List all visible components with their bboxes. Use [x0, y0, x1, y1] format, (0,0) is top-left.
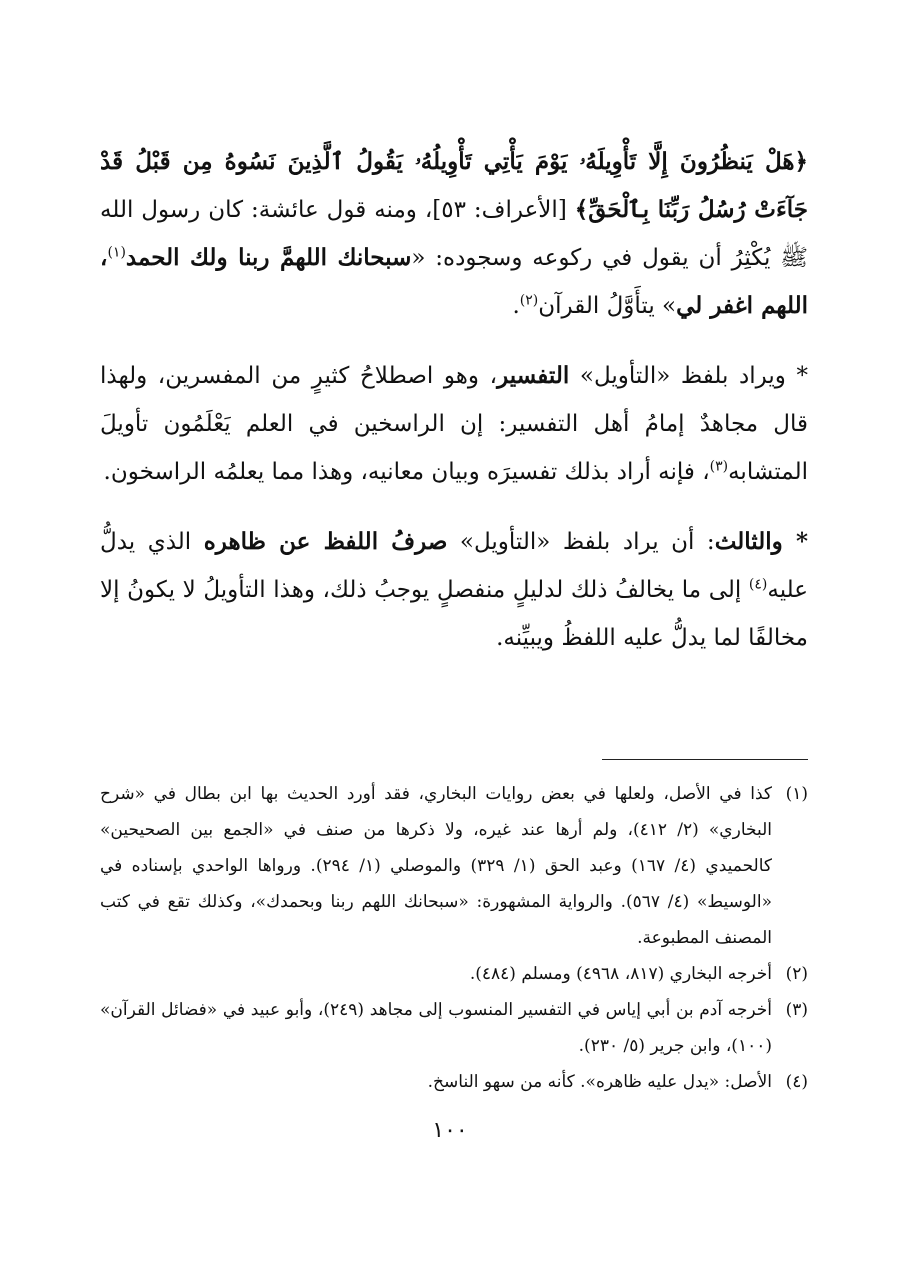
footnote-ref-3[interactable]: (٣) — [709, 458, 729, 475]
footnote-text: كذا في الأصل، ولعلها في بعض روايات البخاري، فقد أورد الحديث بها ابن بطال في «شرح البخاري» (٢/ ٤١٢)، ولم أرها عند غيره، ولا ذكرها من صنف في «الجمع بين الصحيحين» كالحميدي (٤/ ١٦٧) وعبد الحق (١/ ٣٢٩) والموصلي (١/ ٢٩٤). ورواها الواحدي بإسناده في «الوسيط» (٤/ ٥٦٧). والرواية المشهورة: «سبحانك اللهم ربنا وبحمدك»، وكذلك تقع في كتب المصنف المطبوعة. — [100, 784, 773, 948]
footnote-number: (٤) — [785, 1072, 808, 1092]
footnote-number: (٣) — [785, 1000, 808, 1020]
text: * ويراد بلفظ «التأويل» — [569, 363, 808, 389]
bold-text: التفسير — [497, 362, 570, 389]
footnote-ref-2[interactable]: (٢) — [519, 292, 539, 309]
bold-text: * والثالث — [714, 528, 808, 555]
page-number: ١٠٠ — [432, 1118, 468, 1143]
bold-text: صرفُ اللفظ عن ظاهره — [203, 528, 448, 555]
paragraph-3 — [100, 518, 808, 662]
footnotes — [100, 776, 808, 1100]
footnote-ref-4[interactable]: (٤) — [748, 576, 768, 593]
text: » يتأَوَّلُ القرآن — [538, 293, 677, 319]
footnote-number: (٢) — [785, 964, 808, 984]
text: ، وهو اصطلاحُ كثيرٍ من المفسرين، ولهذا قال مجاهدٌ إمامُ أهل التفسير: إن الراسخين في العلم يَعْلَمُون تأويلَ المتشابه — [100, 363, 808, 485]
text: . — [512, 293, 520, 319]
quran-verse: ﴿هَلْ يَنظُرُونَ إِلَّا تَأْوِيلَهُۥ يَوْمَ يَأْتِي تَأْوِيلُهُۥ يَقُولُ ٱلَّذِينَ نَسُوهُ مِن قَبْلُ قَدْ جَآءَتْ رُسُلُ رَبِّنَا بِٱلْحَقِّ﴾ — [100, 148, 808, 223]
footnote-ref-1[interactable]: (١) — [107, 244, 126, 261]
footnote-divider — [602, 759, 808, 760]
footnote-text: أخرجه آدم بن أبي إياس في التفسير المنسوب إلى مجاهد (٢٤٩)، وأبو عبيد في «فضائل القرآن» (١٠٠)، وابن جرير (٥/ ٢٣٠). — [100, 1000, 772, 1056]
footnote-text: أخرجه البخاري (٨١٧، ٤٩٦٨) ومسلم (٤٨٤). — [469, 964, 772, 984]
text: ، فإنه أراد بذلك تفسيرَه وبيان معانيه، وهذا مما يعلمُه الراسخون. — [103, 459, 710, 485]
bold-text: ، اللهم اغفر لي — [100, 244, 808, 319]
text: [الأعراف: ٥٣]، ومنه قول عائشة: كان رسول الله ﷺ يُكْثِرُ أن يقول في ركوعه وسجوده: « — [100, 197, 809, 271]
main-text — [100, 138, 808, 684]
text: الذي يدلُّ عليه — [100, 529, 808, 603]
text: إلى ما يخالفُ ذلك لدليلٍ منفصلٍ يوجبُ ذلك، وهذا التأويلُ لا يكونُ إلا مخالفًا لما يدلُّ عليه اللفظُ ويبيِّنه. — [100, 577, 808, 651]
paragraph-1 — [100, 138, 808, 330]
bold-text: سبحانك اللهمَّ ربنا ولك الحمد — [125, 244, 412, 271]
text: : أن يراد بلفظ «التأويل» — [447, 529, 715, 555]
footnote-text: الأصل: «يدل عليه ظاهره». كأنه من سهو الناسخ. — [427, 1072, 772, 1092]
footnote — [100, 1064, 808, 1100]
footnote-number: (١) — [785, 784, 808, 804]
paragraph-2 — [100, 352, 808, 496]
footnote — [100, 956, 808, 992]
footnote — [100, 776, 808, 956]
footnote — [100, 992, 808, 1064]
